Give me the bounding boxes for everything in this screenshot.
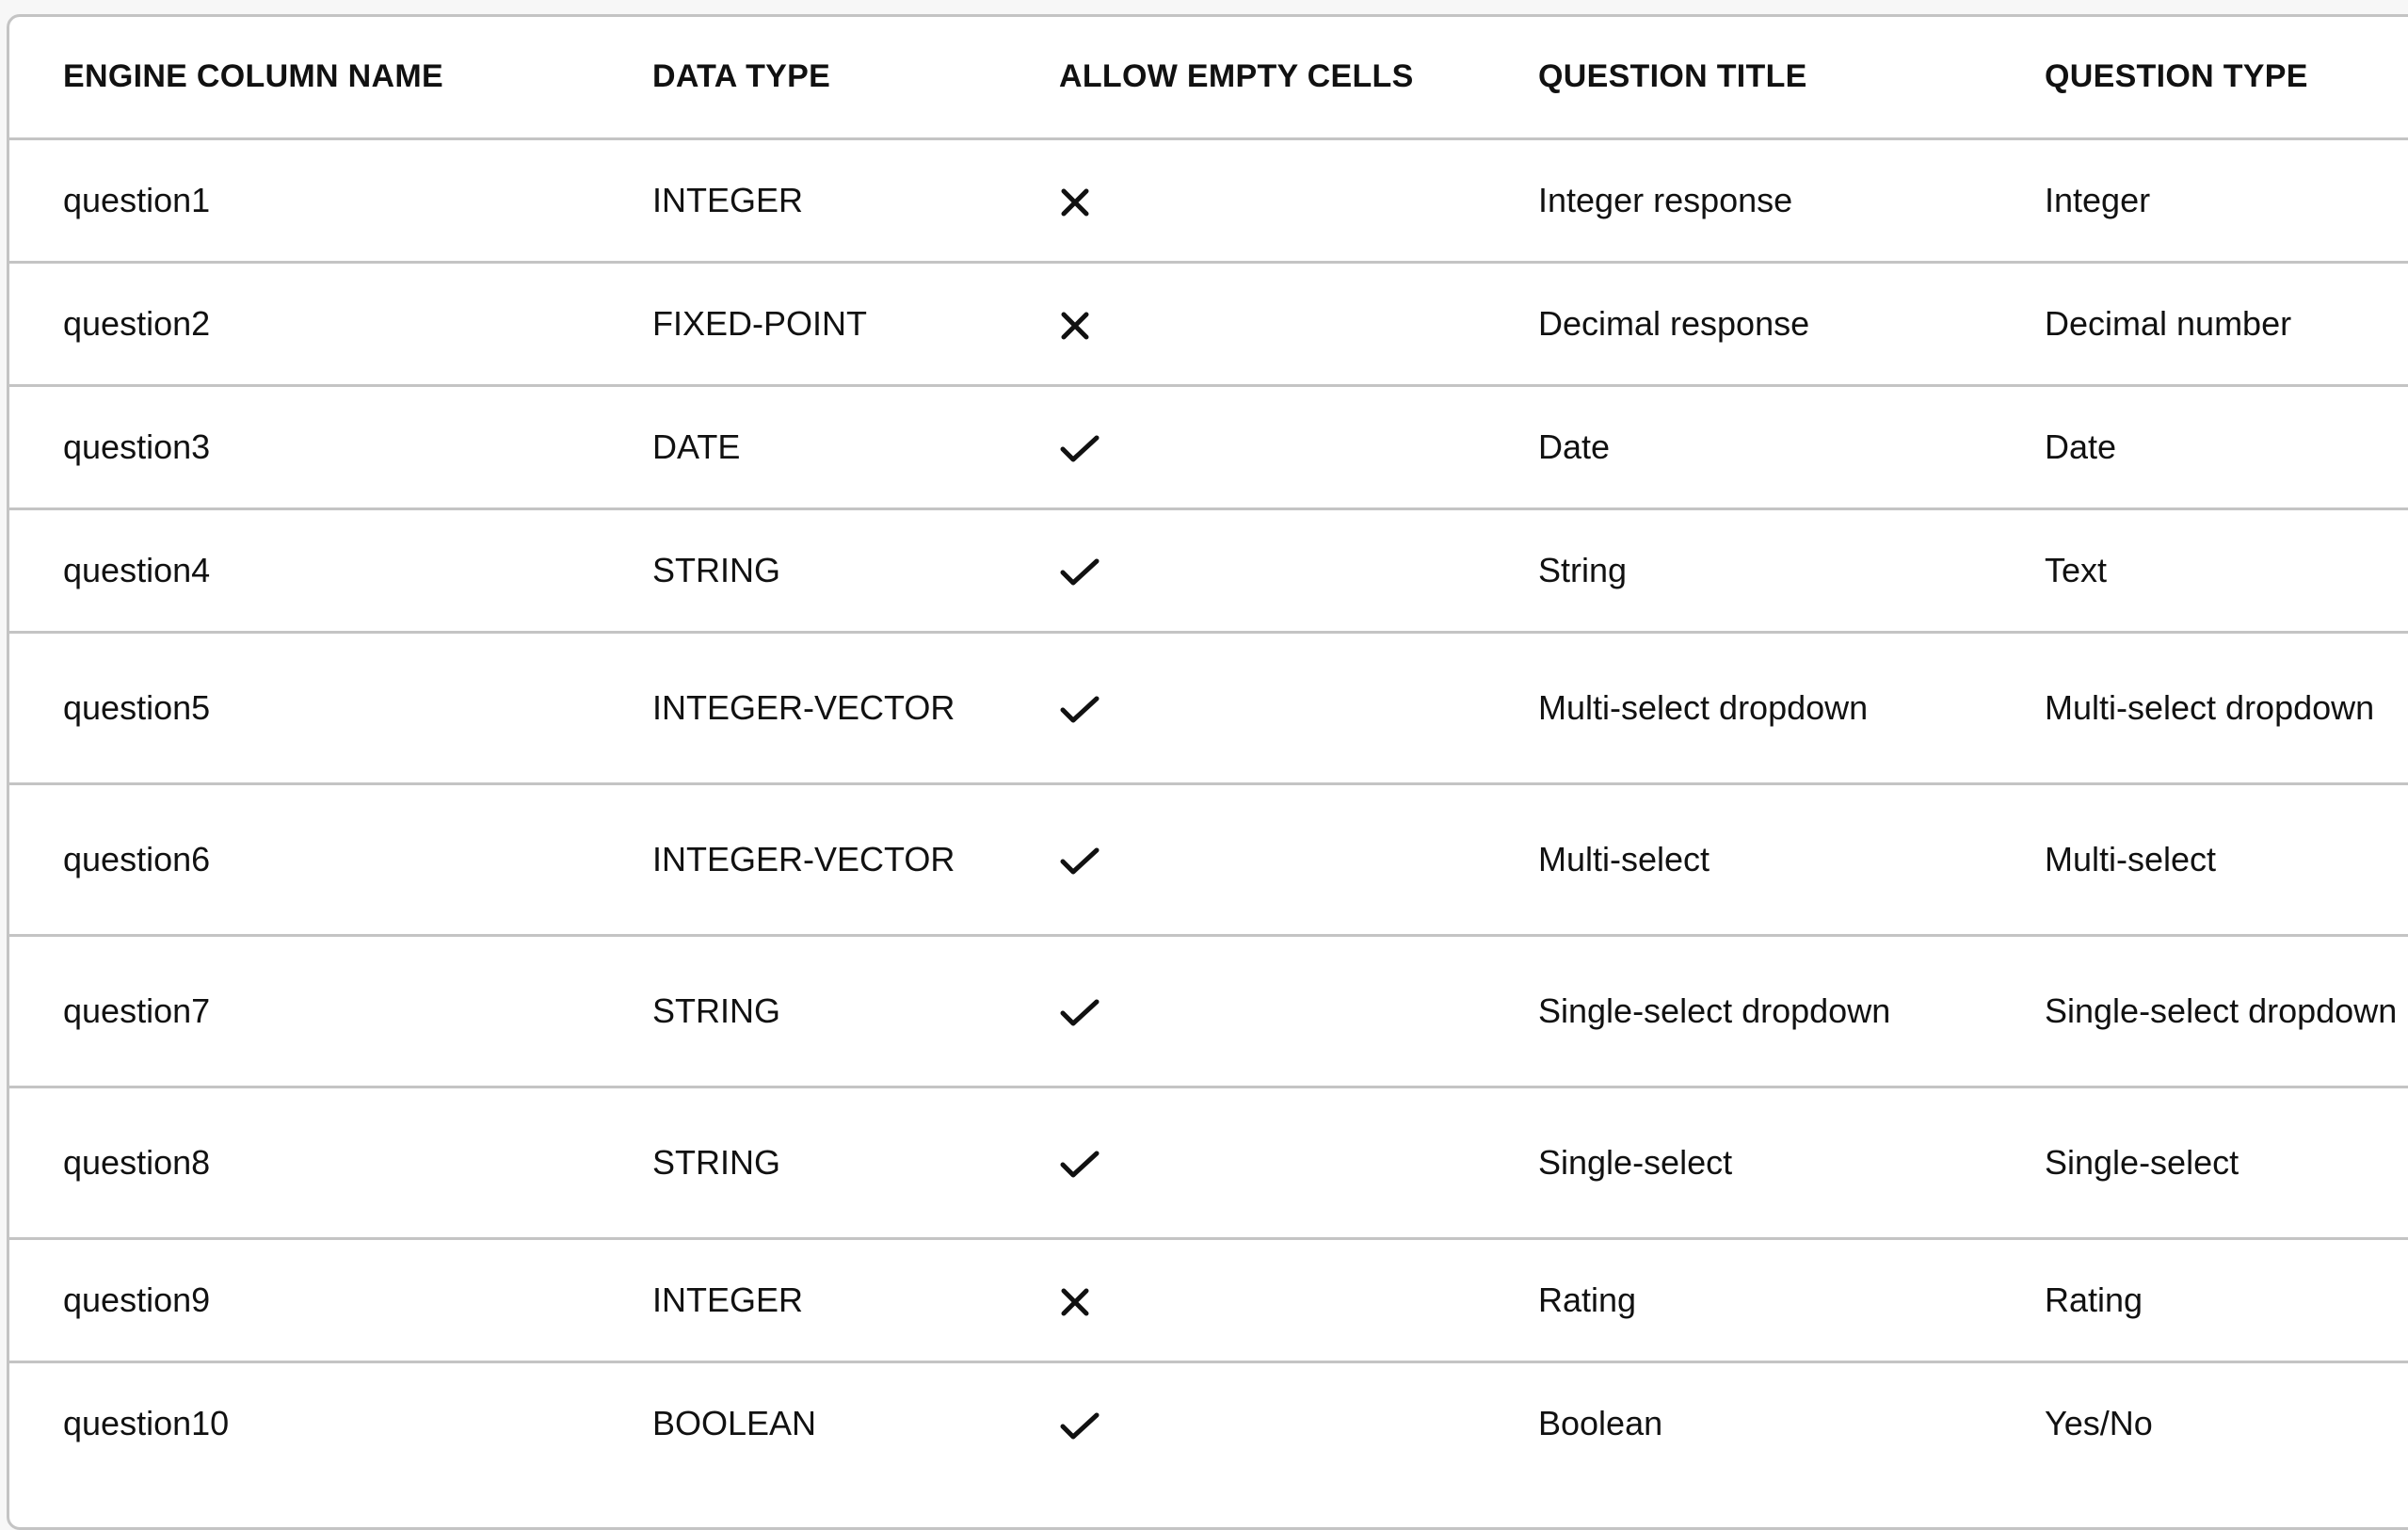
allow-empty-cells-cell (1005, 508, 1485, 632)
question-type-cell: Single-select dropdown (1991, 935, 2408, 1087)
column-header-allow-empty-cells: ALLOW EMPTY CELLS (1005, 17, 1485, 138)
allow-empty-cells-cell (1005, 1238, 1485, 1361)
table-row (9, 632, 2408, 783)
allow-empty-cells-cell (1005, 1087, 1485, 1238)
table-row (9, 1087, 2408, 1238)
question-type-cell: Date (1991, 385, 2408, 508)
check-icon (1059, 846, 1100, 877)
allow-empty-cells-cell (1005, 385, 1485, 508)
allow-empty-cells-cell (1005, 632, 1485, 783)
table-row (9, 138, 2408, 262)
table-row (9, 1238, 2408, 1361)
check-icon (1059, 434, 1100, 464)
question-type-cell: Text (1991, 508, 2408, 632)
engine-column-name-cell: question3 (9, 385, 599, 508)
question-type-cell: Yes/No (2045, 1404, 2153, 1443)
data-type-cell: INTEGER-VECTOR (599, 783, 1005, 935)
column-header-question-title: QUESTION TITLE (1485, 17, 1991, 138)
engine-column-name-cell: question8 (9, 1087, 599, 1238)
question-title-cell: Multi-select (1485, 783, 1991, 935)
engine-column-name-cell: question9 (9, 1238, 599, 1361)
check-icon (1059, 557, 1100, 588)
engine-column-name-cell: question2 (9, 262, 599, 385)
question-type-cell: Multi-select (1991, 783, 2408, 935)
question-type-cell: Single-select (1991, 1087, 2408, 1238)
engine-column-name-cell: question10 (63, 1404, 230, 1443)
engine-column-name-cell: question4 (9, 508, 599, 632)
allow-empty-cells-cell (1005, 138, 1485, 262)
data-type-cell: FIXED-POINT (599, 262, 1005, 385)
data-type-cell: INTEGER (599, 1238, 1005, 1361)
column-header-data-type: DATA TYPE (599, 17, 1005, 138)
data-type-cell: STRING (599, 1087, 1005, 1238)
data-type-cell: INTEGER-VECTOR (599, 632, 1005, 783)
question-type-cell: Multi-select dropdown (1991, 632, 2408, 783)
check-icon (1059, 695, 1100, 725)
engine-column-name-cell: question6 (9, 783, 599, 935)
allow-empty-cells-cell (1005, 262, 1485, 385)
question-title-cell: String (1485, 508, 1991, 632)
table-row (9, 262, 2408, 385)
table-row (9, 1361, 2408, 1485)
schema-table (9, 17, 2408, 1485)
check-icon (1059, 998, 1100, 1028)
engine-column-name-cell: question5 (9, 632, 599, 783)
cross-icon (1059, 310, 1091, 342)
table-row (9, 508, 2408, 632)
question-title-cell: Decimal response (1485, 262, 1991, 385)
question-title-cell: Date (1485, 385, 1991, 508)
allow-empty-cells-cell (1005, 935, 1485, 1087)
data-type-cell: STRING (599, 935, 1005, 1087)
engine-column-name-cell: question1 (9, 138, 599, 262)
column-header-question-type: QUESTION TYPE (1991, 17, 2408, 138)
column-header-engine-column-name: ENGINE COLUMN NAME (9, 17, 599, 138)
check-icon (1059, 1150, 1100, 1180)
question-title-cell: Single-select dropdown (1485, 935, 1991, 1087)
allow-empty-cells-cell (1005, 783, 1485, 935)
question-title-cell: Rating (1485, 1238, 1991, 1361)
engine-column-name-cell: question7 (9, 935, 599, 1087)
data-type-cell: STRING (599, 508, 1005, 632)
question-title-cell: Multi-select dropdown (1485, 632, 1991, 783)
cross-icon (1059, 186, 1091, 218)
question-title-cell: Boolean (1538, 1404, 1663, 1443)
data-type-cell: INTEGER (599, 138, 1005, 262)
question-type-cell: Decimal number (1991, 262, 2408, 385)
check-icon (1059, 1411, 1100, 1441)
table-row (9, 385, 2408, 508)
data-type-cell: BOOLEAN (652, 1404, 817, 1443)
table-row (9, 935, 2408, 1087)
table-header-row (9, 17, 2408, 138)
question-type-cell: Integer (1991, 138, 2408, 262)
table-row (9, 783, 2408, 935)
question-title-cell: Integer response (1485, 138, 1991, 262)
cross-icon (1059, 1286, 1091, 1318)
question-type-cell: Rating (1991, 1238, 2408, 1361)
allow-empty-cells-cell (1005, 1361, 1485, 1485)
schema-table-card (7, 14, 2408, 1530)
question-title-cell: Single-select (1485, 1087, 1991, 1238)
data-type-cell: DATE (599, 385, 1005, 508)
